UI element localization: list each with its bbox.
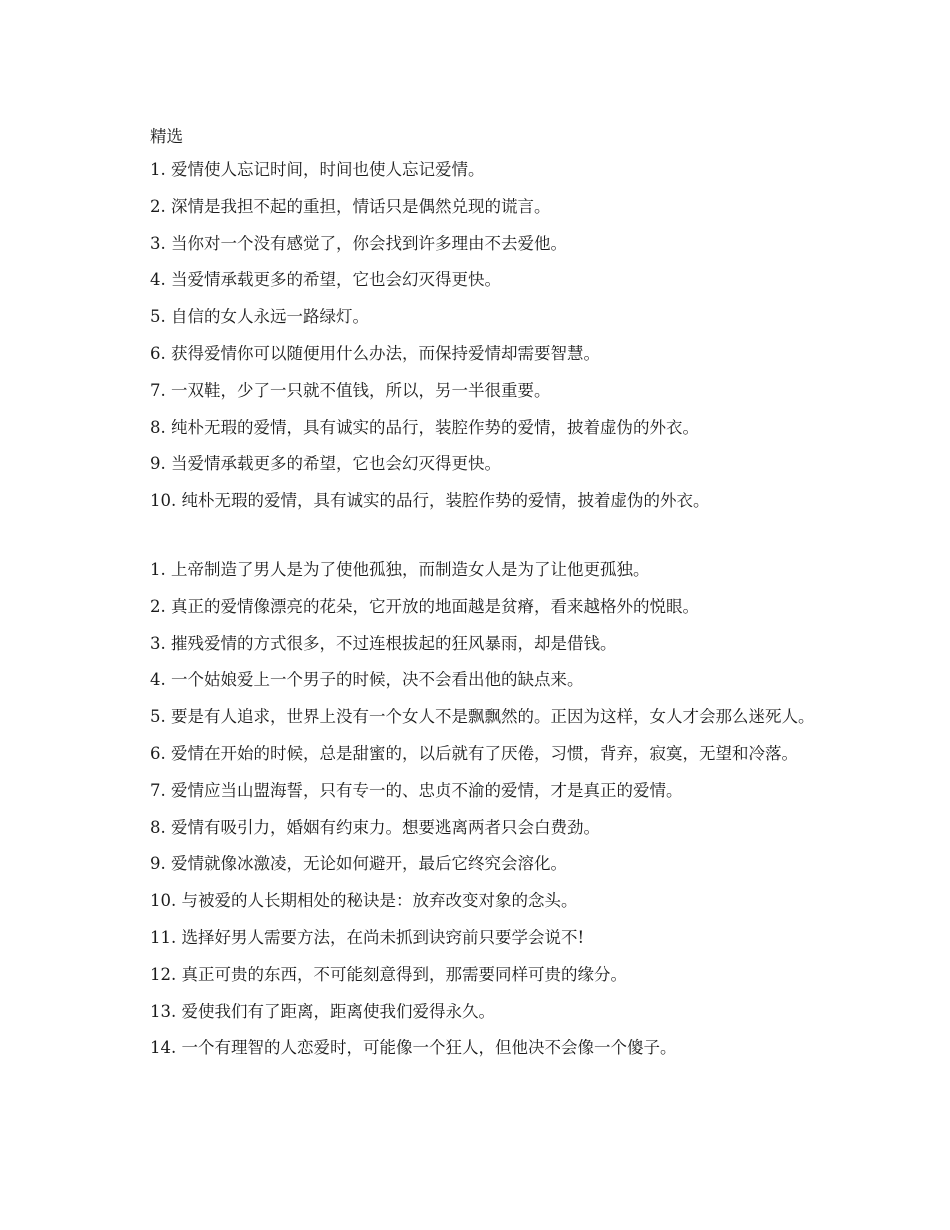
quote-item: 9. 爱情就像冰激凌，无论如何避开，最后它终究会溶化。	[150, 854, 567, 874]
quote-item: 3. 当你对一个没有感觉了，你会找到许多理由不去爱他。	[150, 233, 567, 253]
quote-item: 14. 一个有理智的人恋爱时，可能像一个狂人，但他决不会像一个傻子。	[150, 1038, 677, 1058]
quote-item: 5. 要是有人追求，世界上没有一个女人不是飘飘然的。正因为这样，女人才会那么迷死人。	[150, 707, 815, 727]
quote-item: 6. 获得爱情你可以随便用什么办法，而保持爱情却需要智慧。	[150, 343, 600, 363]
quote-item: 8. 爱情有吸引力，婚姻有约束力。想要逃离两者只会白费劲。	[150, 817, 600, 837]
quote-item: 8. 纯朴无瑕的爱情，具有诚实的品行，装腔作势的爱情，披着虚伪的外衣。	[150, 417, 699, 437]
quote-item: 7. 爱情应当山盟海誓，只有专一的、忠贞不渝的爱情，才是真正的爱情。	[150, 780, 683, 800]
quote-item: 4. 当爱情承载更多的希望，它也会幻灭得更快。	[150, 270, 501, 290]
quote-item: 10. 纯朴无瑕的爱情，具有诚实的品行，装腔作势的爱情，披着虚伪的外衣。	[150, 491, 710, 511]
document-title: 精选	[150, 127, 183, 146]
quote-item: 6. 爱情在开始的时候，总是甜蜜的，以后就有了厌倦，习惯，背弃，寂寞，无望和冷落。	[150, 743, 798, 763]
quote-item: 10. 与被爱的人长期相处的秘诀是：放弃改变对象的念头。	[150, 891, 578, 911]
quote-item: 13. 爱使我们有了距离，距离使我们爱得永久。	[150, 1001, 495, 1021]
section-divider-space	[113, 527, 843, 559]
quote-item: 11. 选择好男人需要方法，在尚未抓到诀窍前只要学会说不!	[150, 927, 585, 947]
quote-item: 7. 一双鞋，少了一只就不值钱，所以，另一半很重要。	[150, 380, 551, 400]
quote-item: 1. 爱情使人忘记时间，时间也使人忘记爱情。	[150, 160, 485, 179]
quote-item: 2. 深情是我担不起的重担，情话只是偶然兑现的谎言。	[150, 196, 551, 216]
quote-item: 12. 真正可贵的东西，不可能刻意得到，那需要同样可贵的缘分。	[150, 964, 627, 984]
quote-item: 1. 上帝制造了男人是为了使他孤独，而制造女人是为了让他更孤独。	[150, 559, 650, 579]
quote-item: 5. 自信的女人永远一路绿灯。	[150, 307, 369, 327]
quote-list-section-1	[113, 159, 843, 512]
quote-list-section-2	[113, 559, 843, 1059]
quote-item: 3. 摧残爱情的方式很多，不过连根拔起的狂风暴雨，却是借钱。	[150, 633, 617, 653]
quote-item: 2. 真正的爱情像漂亮的花朵，它开放的地面越是贫瘠，看来越格外的悦眼。	[150, 596, 699, 616]
document-body	[113, 124, 843, 1074]
quote-item: 9. 当爱情承载更多的希望，它也会幻灭得更快。	[150, 454, 501, 474]
quote-item: 4. 一个姑娘爱上一个男子的时候，决不会看出他的缺点来。	[150, 670, 584, 690]
